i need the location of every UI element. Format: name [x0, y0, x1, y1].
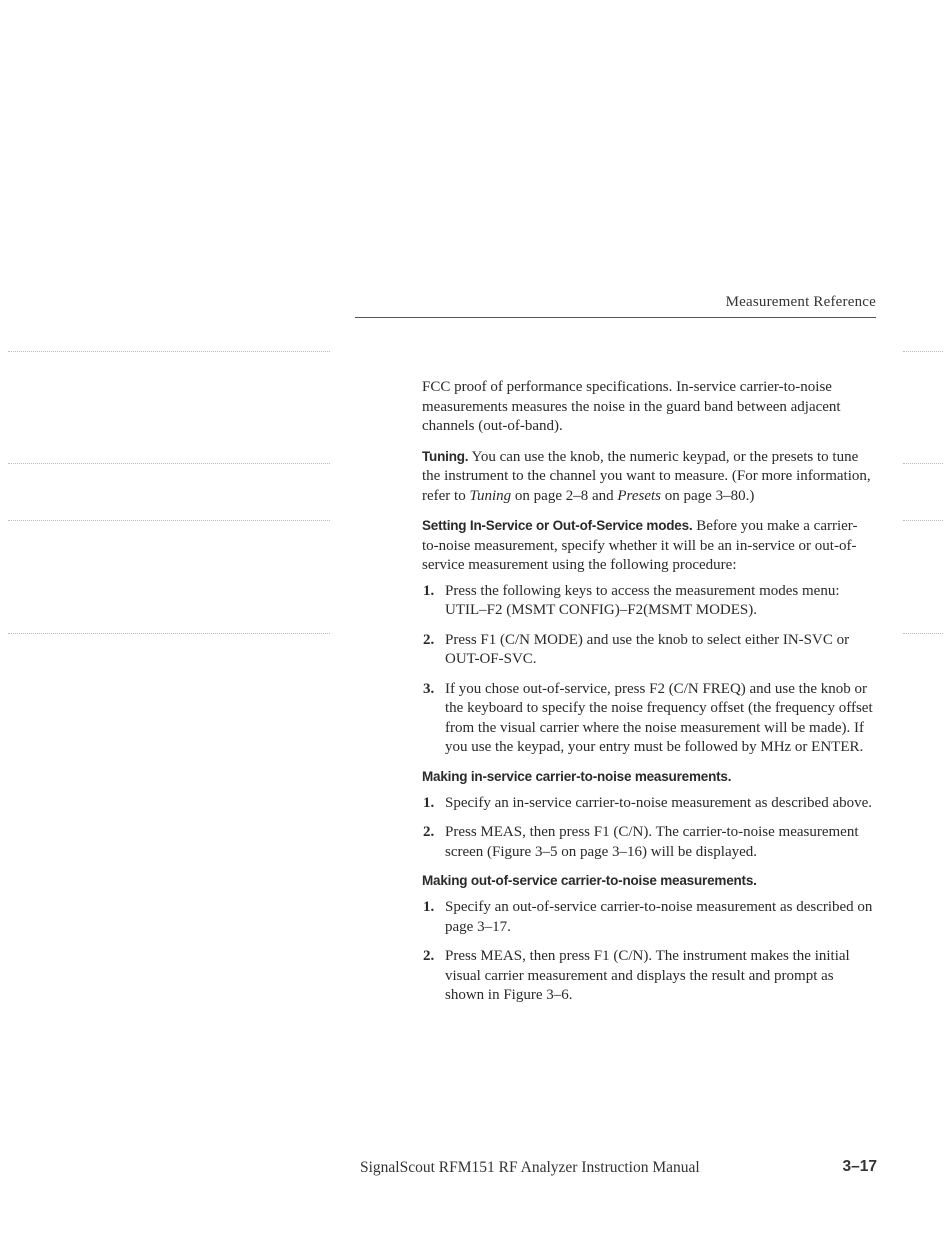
margin-rule — [8, 520, 330, 521]
tuning-reference: Tuning — [469, 487, 512, 504]
tuning-text-3: on page 3–80.) — [661, 487, 755, 504]
list-item — [422, 794, 874, 814]
tuning-heading: Tuning. — [422, 448, 469, 464]
running-header — [355, 294, 876, 319]
margin-rule — [903, 633, 943, 634]
step-number: 2. — [423, 631, 435, 648]
margin-rule — [903, 520, 943, 521]
step-text: Press F1 (C/N MODE) and use the knob to select either IN-SVC or OUT-OF-SVC. — [445, 631, 850, 667]
in-service-steps — [422, 794, 874, 863]
margin-rule — [903, 463, 943, 464]
footer-title: SignalScout RFM151 RF Analyzer Instruction Manual — [360, 1159, 700, 1176]
step-text: Press MEAS, then press F1 (C/N). The carrier-to-noise measurement screen (Figure 3–5 on page 3–16) will be displayed. — [445, 824, 859, 860]
header-title: Measurement Reference — [725, 294, 876, 310]
presets-reference: Presets — [617, 487, 661, 504]
step-number: 1. — [423, 794, 435, 811]
setting-modes-paragraph — [422, 516, 874, 576]
margin-rule — [8, 463, 330, 464]
margin-rule — [8, 633, 330, 634]
body-text — [422, 378, 874, 1016]
step-number: 1. — [423, 582, 435, 599]
step-text: If you chose out-of-service, press F2 (C/N FREQ) and use the knob or the keyboard to specify the noise frequency offset (the frequency offset from the visual carrier where the noise measurement will be made). If you use the keypad, your entry must be followed by MHz or ENTER. — [445, 680, 873, 755]
setting-modes-steps — [422, 582, 874, 758]
step-number: 1. — [423, 899, 435, 915]
list-item — [422, 823, 874, 862]
setting-modes-heading: Setting In-Service or Out-of-Service modes. — [422, 518, 693, 533]
step-number: 2. — [423, 824, 435, 840]
list-item — [422, 947, 874, 1006]
list-item — [422, 680, 874, 758]
out-of-service-heading: Making out-of-service carrier-to-noise measurements. — [422, 873, 757, 888]
step-text: Specify an in-service carrier-to-noise measurement as described above. — [445, 794, 873, 811]
step-text: Press the following keys to access the measurement modes menu: UTIL–F2 (MSMT CONFIG)–F2(MSMT MODES). — [445, 582, 840, 618]
tuning-text-2: on page 2–8 and — [511, 487, 618, 504]
step-text: Press MEAS, then press F1 (C/N). The instrument makes the initial visual carrier measurement and displays the result and prompt as shown in Figure 3–6. — [445, 948, 850, 1003]
header-rule — [355, 317, 876, 318]
setting-modes-text: Before you make a carrier-to-noise measurement, specify whether it will be an in-service or out-of-service measurement using the following procedure: — [422, 518, 858, 573]
step-number: 2. — [423, 948, 435, 964]
out-of-service-steps — [422, 898, 874, 1006]
step-number: 3. — [423, 680, 435, 697]
list-item — [422, 898, 874, 937]
tuning-text-1: You can use the knob, the numeric keypad, or the presets to tune the instrument to the channel you want to measure. (For more information, refer to — [422, 448, 871, 504]
tuning-paragraph — [422, 447, 874, 507]
margin-rule — [8, 351, 330, 352]
list-item — [422, 631, 874, 670]
intro-paragraph: FCC proof of performance specifications. In-service carrier-to-noise measurements measures the noise in the guard band between adjacent channels (out-of-band). — [422, 379, 841, 434]
list-item — [422, 582, 874, 621]
step-text: Specify an out-of-service carrier-to-noise measurement as described on page 3–17. — [445, 899, 873, 935]
page-number: 3–17 — [842, 1158, 877, 1175]
in-service-heading: Making in-service carrier-to-noise measurements. — [422, 768, 732, 784]
margin-rule — [903, 351, 943, 352]
